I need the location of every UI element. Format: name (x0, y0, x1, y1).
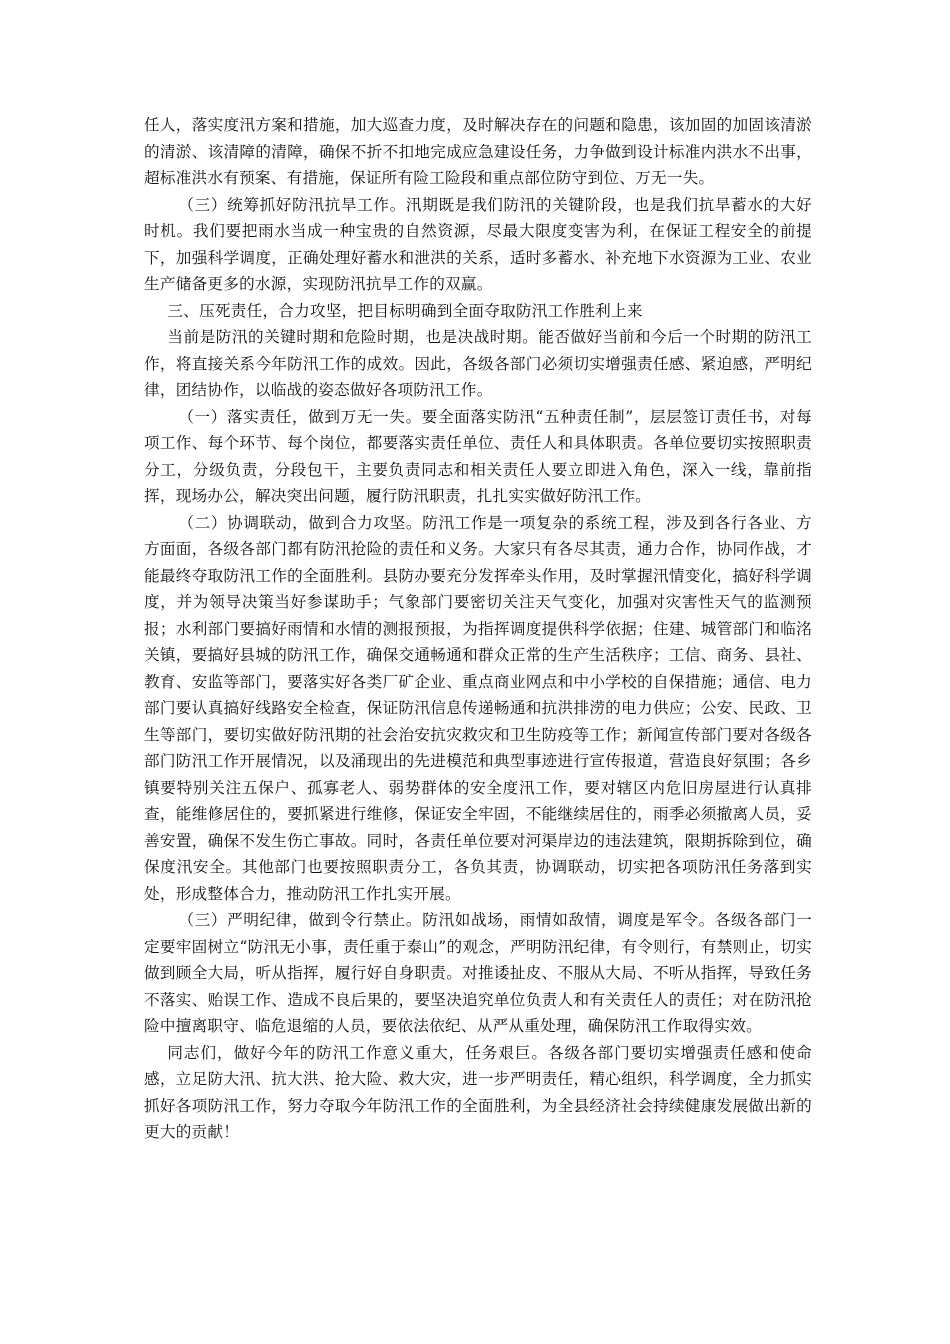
document-body (144, 112, 812, 1146)
paragraph-closing: 同志们，做好今年的防汛工作意义重大，任务艰巨。各级各部门要切实增强责任感和使命感，立足防大汛、抗大洪、抢大险、救大灾，进一步严明责任，精心组织，科学调度，全力抓实抓好各项防汛工作，努力夺取今年防汛工作的全面胜利，为全县经济社会持续健康发展做出新的更大的贡献！ (144, 1043, 812, 1141)
paragraph-section-3-item-1: （一）落实责任，做到万无一失。要全面落实防汛“五种责任制”，层层签订责任书，对每项工作、每个环节、每个岗位，都要落实责任单位、责任人和具体职责。各单位要切实按照职责分工，分级负责，分段包干，主要负责同志和相关责任人要立即进入角色，深入一线，靠前指挥，现场办公，解决突出问题，履行防汛职责，扎扎实实做好防汛工作。 (144, 407, 812, 505)
paragraph-section-2-item-3: （三）统筹抓好防汛抗旱工作。汛期既是我们防汛的关键阶段，也是我们抗旱蓄水的大好时机。我们要把雨水当成一种宝贵的自然资源，尽最大限度变害为利，在保证工程安全的前提下，加强科学调度，正确处理好蓄水和泄洪的关系，适时多蓄水、补充地下水资源为工业、农业生产储备更多的水源，实现防汛抗旱工作的双赢。 (144, 195, 812, 293)
paragraph-section-3-item-2: （二）协调联动，做到合力攻坚。防汛工作是一项复杂的系统工程，涉及到各行各业、方方面面，各级各部门都有防汛抢险的责任和义务。大家只有各尽其责，通力合作，协同作战，才能最终夺取防汛工作的全面胜利。县防办要充分发挥牵头作用，及时掌握汛情变化，搞好科学调度，并为领导决策当好参谋助手；气象部门要密切关注天气变化，加强对灾害性天气的监测预报；水利部门要搞好雨情和水情的测报预报，为指挥调度提供科学依据；住建、城管部门和临洺关镇，要搞好县城的防汛工作，确保交通畅通和群众正常的生产生活秩序；工信、商务、县社、教育、安监等部门，要落实好各类厂矿企业、重点商业网点和中小学校的自保措施；通信、电力部门要认真搞好线路安全检查，保证防汛信息传递畅通和抗洪排涝的电力供应；公安、民政、卫生等部门，要切实做好防汛期的社会治安抗灾救灾和卫生防疫等工作；新闻宣传部门要对各级各部门防汛工作开展情况，以及涌现出的先进模范和典型事迹进行宣传报道，营造良好氛围；各乡镇要特别关注五保户、孤寡老人、弱势群体的安全度汛工作，要对辖区内危旧房屋进行认真排查，能维修居住的，要抓紧进行维修，保证安全牢固，不能继续居住的，雨季必须撤离人员，妥善安置，确保不发生伤亡事故。同时，各责任单位要对河渠岸边的违法建筑，限期拆除到位，确保度汛安全。其他部门也要按照职责分工，各负其责，协调联动，切实把各项防汛任务落到实处，形成整体合力，推动防汛工作扎实开展。 (144, 513, 812, 903)
paragraph-continuation: 任人，落实度汛方案和措施，加大巡查力度，及时解决存在的问题和隐患，该加固的加固该清淤的清淤、该清障的清障，确保不折不扣地完成应急建设任务，力争做到设计标准内洪水不出事，超标准洪水有预案、有措施，保证所有险工险段和重点部位防守到位、万无一失。 (144, 116, 812, 187)
section-heading-3: 三、压死责任，合力攻坚，把目标明确到全面夺取防汛工作胜利上来 (167, 301, 643, 320)
paragraph-section-3-item-3: （三）严明纪律，做到令行禁止。防汛如战场，雨情如敌情，调度是军令。各级各部门一定要牢固树立“防汛无小事，责任重于泰山”的观念，严明防汛纪律，有令则行，有禁则止，切实做到顾全大局，听从指挥，履行好自身职责。对推诿扯皮、不服从大局、不听从指挥，导致任务不落实、贻误工作、造成不良后果的，要坚决追究单位负责人和有关责任人的责任；对在防汛抢险中擅离职守、临危退缩的人员，要依法依纪、从严从重处理，确保防汛工作取得实效。 (144, 911, 812, 1035)
paragraph-section-3-intro: 当前是防汛的关键时期和危险时期，也是决战时期。能否做好当前和今后一个时期的防汛工作，将直接关系今年防汛工作的成效。因此，各级各部门必须切实增强责任感、紧迫感，严明纪律，团结协作，以临战的姿态做好各项防汛工作。 (144, 328, 812, 399)
